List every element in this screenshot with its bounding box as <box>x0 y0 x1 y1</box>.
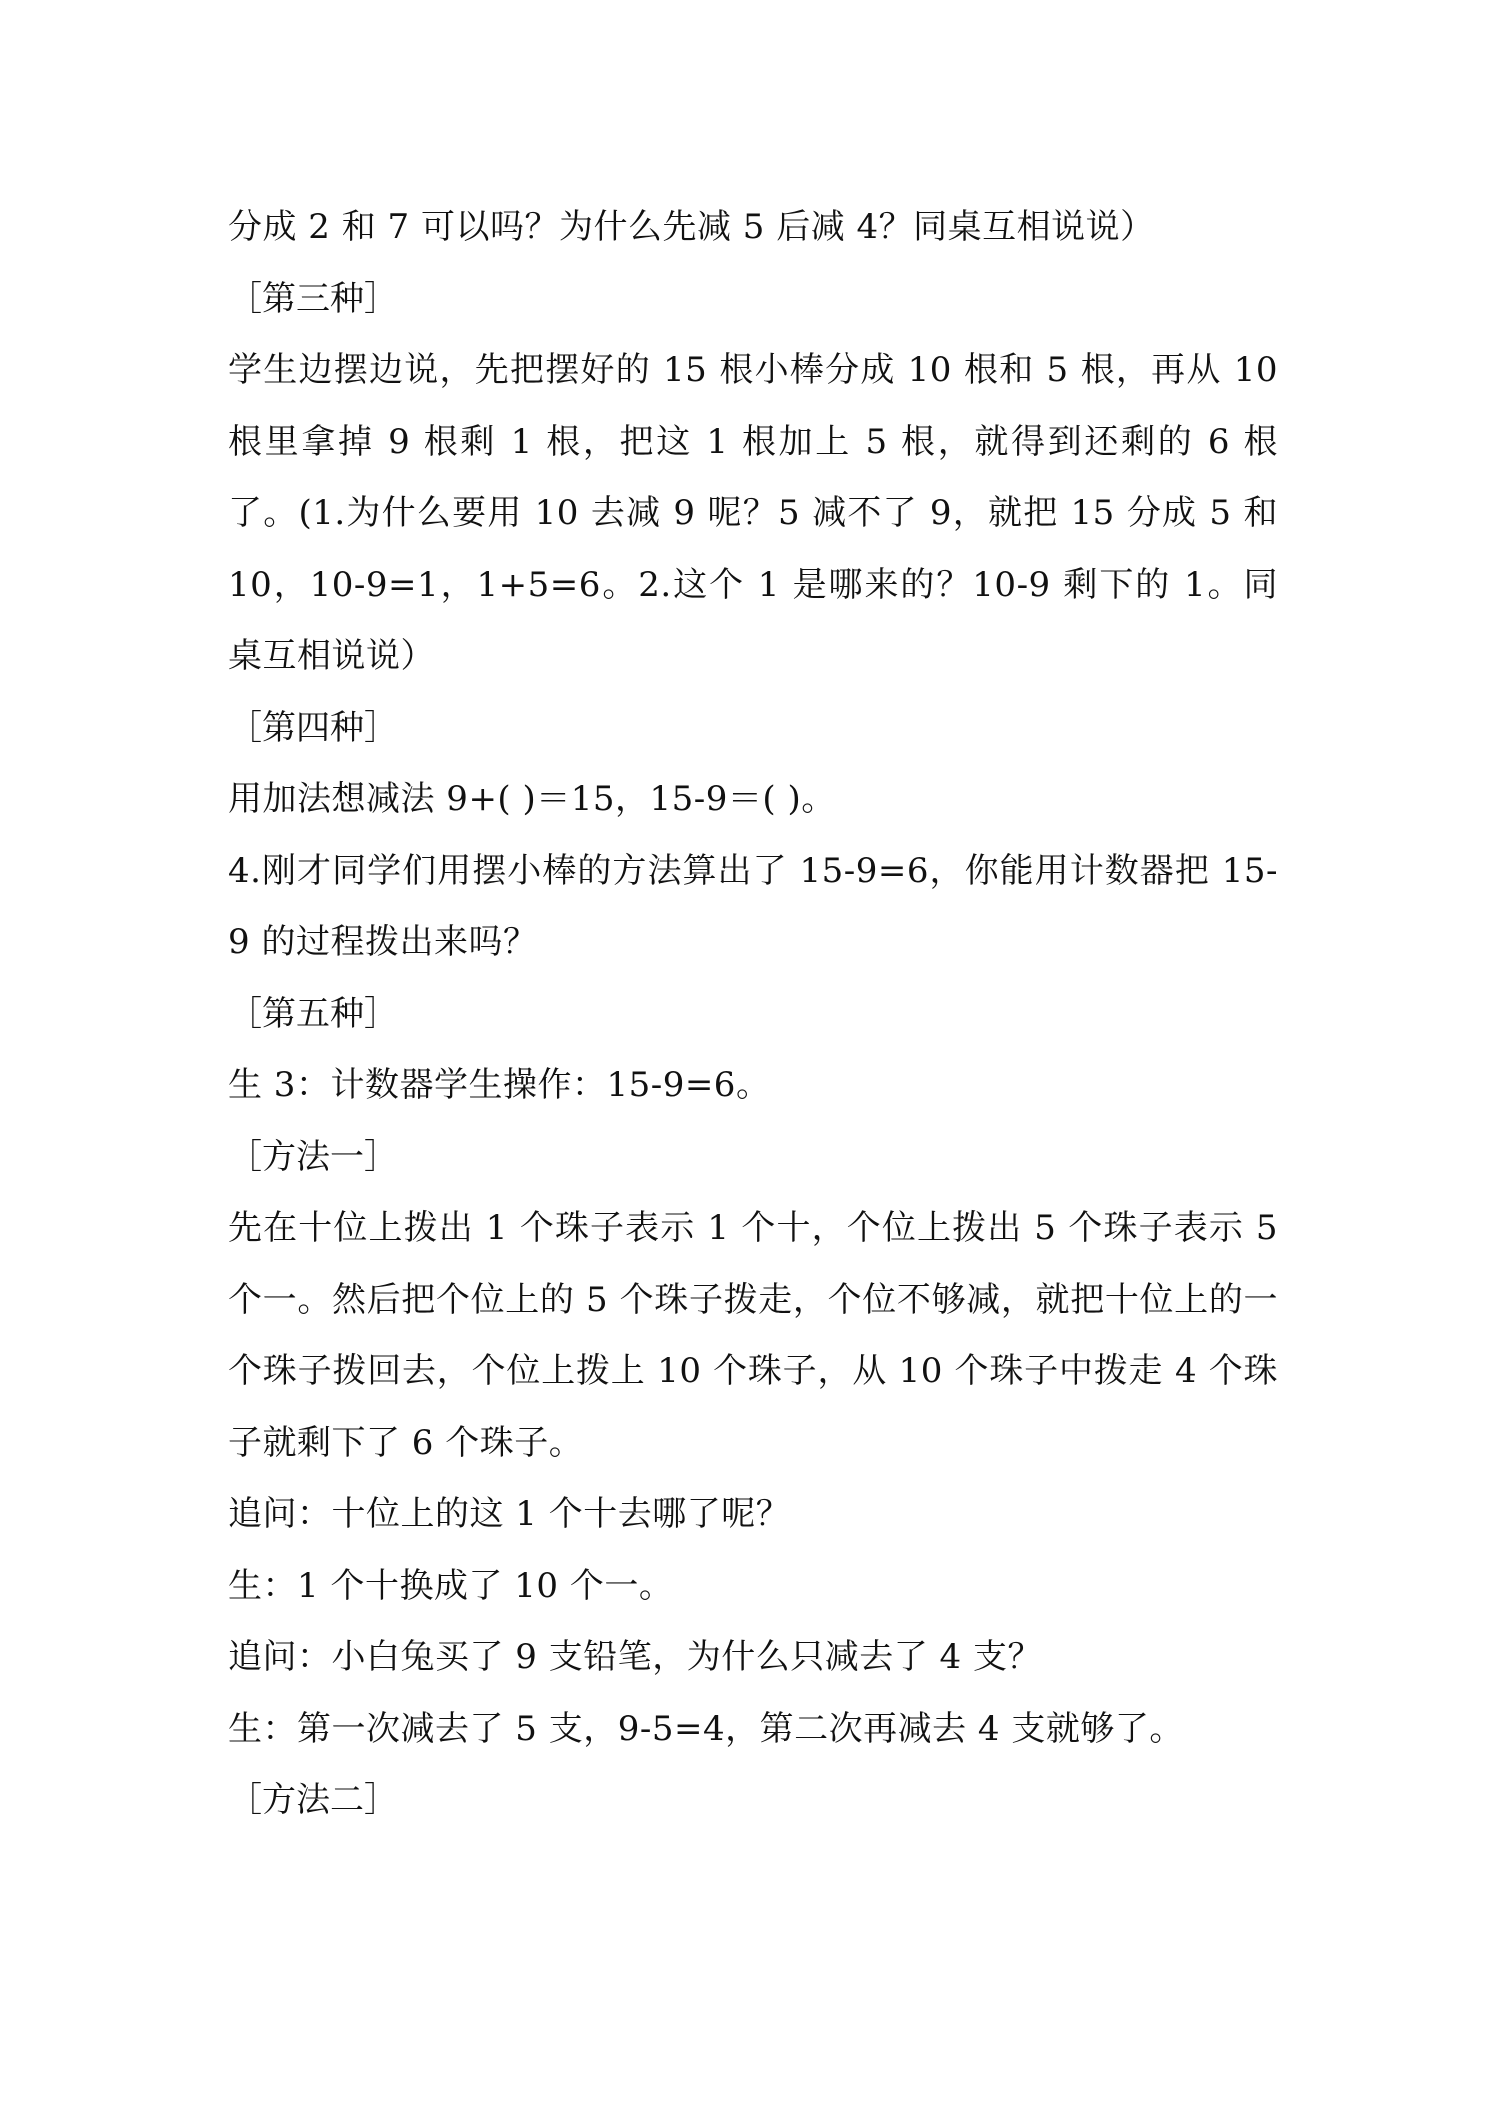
paragraph-fourth-method: 用加法想减法 9+( )＝15，15-9＝( )。 <box>228 779 836 819</box>
document-body <box>228 192 1278 1837</box>
paragraph-method-one: 先在十位上拨出 1 个珠子表示 1 个十，个位上拨出 5 个珠子表示 5 个一。然后把个位上的 5 个珠子拨走，个位不够减，就把十位上的一个珠子拨回去，个位上拨上 10 个珠子，从 10 个珠子中拨走 4 个珠子就剩下了 6 个珠子。 <box>228 1208 1278 1463</box>
paragraph-answer-2: 生：第一次减去了 5 支，9-5=4，第二次再减去 4 支就够了。 <box>228 1708 1184 1749</box>
section-heading-method-two: ［方法二］ <box>228 1780 398 1820</box>
section-heading-fifth: ［第五种］ <box>228 993 398 1034</box>
paragraph-question-4: 4.刚才同学们用摆小棒的方法算出了 15-9=6，你能用计数器把 15-9 的过程拨出来吗？ <box>228 850 1278 962</box>
paragraph-answer-1: 生：1 个十换成了 10 个一。 <box>228 1565 674 1606</box>
section-heading-method-one: ［方法一］ <box>228 1136 398 1177</box>
section-heading-third: ［第三种］ <box>228 278 398 319</box>
paragraph-third-method: 学生边摆边说，先把摆好的 15 根小棒分成 10 根和 5 根，再从 10 根里拿掉 9 根剩 1 根，把这 1 根加上 5 根，就得到还剩的 6 根了。(1.为什么要用 10 去减 9 呢？5 减不了 9，就把 15 分成 5 和 10，10-9=1，1+5=6。2.这个 1 是哪来的？10-9 剩下的 1。同桌互相说说） <box>228 350 1278 676</box>
paragraph-followup-2: 追问：小白兔买了 9 支铅笔，为什么只减去了 4 支？ <box>228 1637 1042 1677</box>
section-heading-fourth: ［第四种］ <box>228 707 398 748</box>
paragraph-student-3: 生 3：计数器学生操作：15-9=6。 <box>228 1065 771 1105</box>
paragraph-followup-1: 追问：十位上的这 1 个十去哪了呢？ <box>228 1494 791 1534</box>
paragraph-continuation: 分成 2 和 7 可以吗？为什么先减 5 后减 4？同桌互相说说） <box>228 207 1155 247</box>
